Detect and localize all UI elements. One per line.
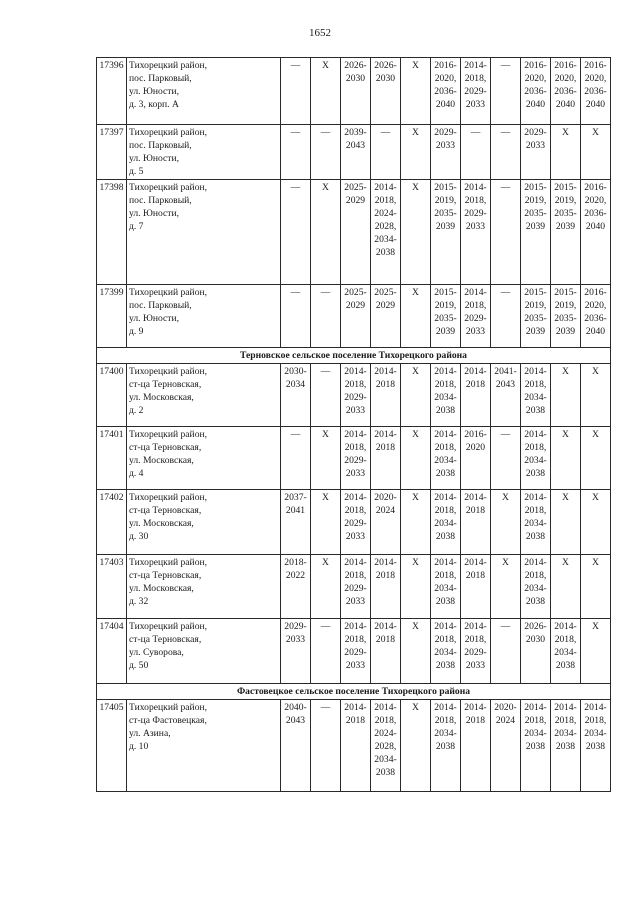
period-cell: Х xyxy=(311,180,341,285)
period-cell: 2015- 2019, 2035- 2039 xyxy=(521,180,551,285)
period-cell: — xyxy=(491,58,521,125)
period-cell: 2016- 2020, 2036- 2040 xyxy=(581,285,611,348)
period-cell: Х xyxy=(551,364,581,427)
period-cell: — xyxy=(311,364,341,427)
period-cell: 2014- 2018, 2029- 2033 xyxy=(341,555,371,619)
period-cell: Х xyxy=(401,490,431,555)
period-cell: 2014- 2018, 2029- 2033 xyxy=(461,619,491,684)
period-cell: 2016- 2020, 2036- 2040 xyxy=(521,58,551,125)
address-cell: Тихорецкий район, ст-ца Терновская, ул. Московская, д. 4 xyxy=(127,427,281,490)
period-cell: 2014- 2018 xyxy=(461,555,491,619)
period-cell: 2016- 2020 xyxy=(461,427,491,490)
address-cell: Тихорецкий район, пос. Парковый, ул. Юности, д. 9 xyxy=(127,285,281,348)
period-cell: Х xyxy=(581,619,611,684)
period-cell: 2015- 2019, 2035- 2039 xyxy=(551,180,581,285)
period-cell: Х xyxy=(311,490,341,555)
table-body xyxy=(97,58,611,792)
period-cell: Х xyxy=(401,125,431,180)
period-cell: 2014- 2018, 2029- 2033 xyxy=(341,490,371,555)
period-cell: Х xyxy=(581,125,611,180)
address-cell: Тихорецкий район, ст-ца Терновская, ул. Московская, д. 2 xyxy=(127,364,281,427)
period-cell: 2016- 2020, 2036- 2040 xyxy=(581,58,611,125)
address-cell: Тихорецкий район, ст-ца Фастовецкая, ул. Азина, д. 10 xyxy=(127,700,281,792)
period-cell: 2029- 2033 xyxy=(521,125,551,180)
period-cell: 2025- 2029 xyxy=(341,285,371,348)
period-cell: 2025- 2029 xyxy=(371,285,401,348)
period-cell: 2014- 2018, 2029- 2033 xyxy=(461,285,491,348)
period-cell: 2014- 2018, 2034- 2038 xyxy=(431,427,461,490)
period-cell: 2014- 2018, 2034- 2038 xyxy=(431,490,461,555)
period-cell: 2030- 2034 xyxy=(281,364,311,427)
period-cell: Х xyxy=(401,427,431,490)
period-cell: — xyxy=(281,125,311,180)
table-row xyxy=(97,125,611,180)
period-cell: 2037- 2041 xyxy=(281,490,311,555)
period-cell: 2014- 2018, 2034- 2038 xyxy=(521,427,551,490)
period-cell: 2026- 2030 xyxy=(371,58,401,125)
period-cell: 2014- 2018, 2029- 2033 xyxy=(341,619,371,684)
period-cell: 2029- 2033 xyxy=(431,125,461,180)
address-cell: Тихорецкий район, пос. Парковый, ул. Юности, д. 3, корп. А xyxy=(127,58,281,125)
period-cell: 2016- 2020, 2036- 2040 xyxy=(581,180,611,285)
period-cell: Х xyxy=(581,555,611,619)
row-number: 17401 xyxy=(97,427,127,490)
period-cell: 2015- 2019, 2035- 2039 xyxy=(551,285,581,348)
period-cell: Х xyxy=(581,364,611,427)
address-cell: Тихорецкий район, ст-ца Терновская, ул. Московская, д. 32 xyxy=(127,555,281,619)
period-cell: 2014- 2018 xyxy=(341,700,371,792)
period-cell: — xyxy=(281,180,311,285)
period-cell: 2020- 2024 xyxy=(371,490,401,555)
period-cell: — xyxy=(281,285,311,348)
period-cell: Х xyxy=(581,490,611,555)
period-cell: 2014- 2018, 2034- 2038 xyxy=(521,700,551,792)
period-cell: 2014- 2018, 2029- 2033 xyxy=(461,180,491,285)
period-cell: 2015- 2019, 2035- 2039 xyxy=(521,285,551,348)
period-cell: 2014- 2018, 2034- 2038 xyxy=(551,619,581,684)
table-row xyxy=(97,619,611,684)
row-number: 17397 xyxy=(97,125,127,180)
period-cell: 2014- 2018, 2029- 2033 xyxy=(341,364,371,427)
section-title: Терновское сельское поселение Тихорецкого района xyxy=(97,348,611,364)
table-row xyxy=(97,58,611,125)
row-number: 17398 xyxy=(97,180,127,285)
period-cell: — xyxy=(371,125,401,180)
row-number: 17396 xyxy=(97,58,127,125)
period-cell: — xyxy=(311,125,341,180)
period-cell: — xyxy=(311,700,341,792)
schedule-table xyxy=(96,57,611,792)
table-row xyxy=(97,490,611,555)
row-number: 17399 xyxy=(97,285,127,348)
period-cell: Х xyxy=(401,555,431,619)
period-cell: 2014- 2018, 2034- 2038 xyxy=(431,700,461,792)
period-cell: Х xyxy=(401,619,431,684)
period-cell: 2014- 2018, 2034- 2038 xyxy=(521,490,551,555)
period-cell: Х xyxy=(551,490,581,555)
section-header-row xyxy=(97,348,611,364)
row-number: 17405 xyxy=(97,700,127,792)
period-cell: 2015- 2019, 2035- 2039 xyxy=(431,180,461,285)
table-row xyxy=(97,427,611,490)
period-cell: — xyxy=(311,285,341,348)
period-cell: Х xyxy=(311,58,341,125)
period-cell: 2014- 2018, 2024- 2028, 2034- 2038 xyxy=(371,700,401,792)
section-title: Фастовецкое сельское поселение Тихорецкого района xyxy=(97,684,611,700)
period-cell: 2014- 2018 xyxy=(371,364,401,427)
period-cell: 2029- 2033 xyxy=(281,619,311,684)
period-cell: 2014- 2018, 2034- 2038 xyxy=(431,555,461,619)
row-number: 17400 xyxy=(97,364,127,427)
period-cell: — xyxy=(491,285,521,348)
period-cell: Х xyxy=(401,285,431,348)
period-cell: Х xyxy=(551,427,581,490)
period-cell: — xyxy=(281,58,311,125)
period-cell: 2014- 2018 xyxy=(461,490,491,555)
table-row xyxy=(97,555,611,619)
period-cell: Х xyxy=(401,180,431,285)
period-cell: Х xyxy=(581,427,611,490)
period-cell: 2039- 2043 xyxy=(341,125,371,180)
period-cell: — xyxy=(491,619,521,684)
period-cell: 2020- 2024 xyxy=(491,700,521,792)
period-cell: Х xyxy=(551,125,581,180)
period-cell: Х xyxy=(401,58,431,125)
period-cell: 2014- 2018 xyxy=(371,619,401,684)
period-cell: 2014- 2018, 2034- 2038 xyxy=(431,619,461,684)
period-cell: 2040- 2043 xyxy=(281,700,311,792)
period-cell: Х xyxy=(311,555,341,619)
period-cell: 2014- 2018 xyxy=(461,700,491,792)
address-cell: Тихорецкий район, пос. Парковый, ул. Юности, д. 7 xyxy=(127,180,281,285)
page-number: 1652 xyxy=(309,27,331,39)
period-cell: — xyxy=(491,125,521,180)
period-cell: 2026- 2030 xyxy=(521,619,551,684)
address-cell: Тихорецкий район, ст-ца Терновская, ул. Московская, д. 30 xyxy=(127,490,281,555)
period-cell: 2014- 2018 xyxy=(371,555,401,619)
row-number: 17404 xyxy=(97,619,127,684)
period-cell: 2041- 2043 xyxy=(491,364,521,427)
period-cell: — xyxy=(281,427,311,490)
period-cell: 2014- 2018, 2034- 2038 xyxy=(551,700,581,792)
period-cell: 2025- 2029 xyxy=(341,180,371,285)
period-cell: 2014- 2018, 2034- 2038 xyxy=(581,700,611,792)
period-cell: 2016- 2020, 2036- 2040 xyxy=(551,58,581,125)
period-cell: 2014- 2018 xyxy=(461,364,491,427)
period-cell: Х xyxy=(491,490,521,555)
period-cell: 2016- 2020, 2036- 2040 xyxy=(431,58,461,125)
period-cell: 2014- 2018, 2029- 2033 xyxy=(341,427,371,490)
period-cell: Х xyxy=(401,364,431,427)
period-cell: 2014- 2018, 2034- 2038 xyxy=(431,364,461,427)
period-cell: 2014- 2018, 2024- 2028, 2034- 2038 xyxy=(371,180,401,285)
period-cell: 2014- 2018, 2034- 2038 xyxy=(521,364,551,427)
period-cell: 2014- 2018, 2029- 2033 xyxy=(461,58,491,125)
address-cell: Тихорецкий район, пос. Парковый, ул. Юности, д. 5 xyxy=(127,125,281,180)
period-cell: 2014- 2018, 2034- 2038 xyxy=(521,555,551,619)
period-cell: 2015- 2019, 2035- 2039 xyxy=(431,285,461,348)
period-cell: — xyxy=(491,427,521,490)
section-header-row xyxy=(97,684,611,700)
period-cell: — xyxy=(491,180,521,285)
period-cell: 2018- 2022 xyxy=(281,555,311,619)
period-cell: Х xyxy=(491,555,521,619)
address-cell: Тихорецкий район, ст-ца Терновская, ул. Суворова, д. 50 xyxy=(127,619,281,684)
row-number: 17402 xyxy=(97,490,127,555)
period-cell: — xyxy=(461,125,491,180)
table-row xyxy=(97,364,611,427)
table-row xyxy=(97,180,611,285)
period-cell: Х xyxy=(311,427,341,490)
row-number: 17403 xyxy=(97,555,127,619)
period-cell: 2014- 2018 xyxy=(371,427,401,490)
period-cell: Х xyxy=(401,700,431,792)
table-row xyxy=(97,700,611,792)
period-cell: Х xyxy=(551,555,581,619)
period-cell: 2026- 2030 xyxy=(341,58,371,125)
period-cell: — xyxy=(311,619,341,684)
table-row xyxy=(97,285,611,348)
